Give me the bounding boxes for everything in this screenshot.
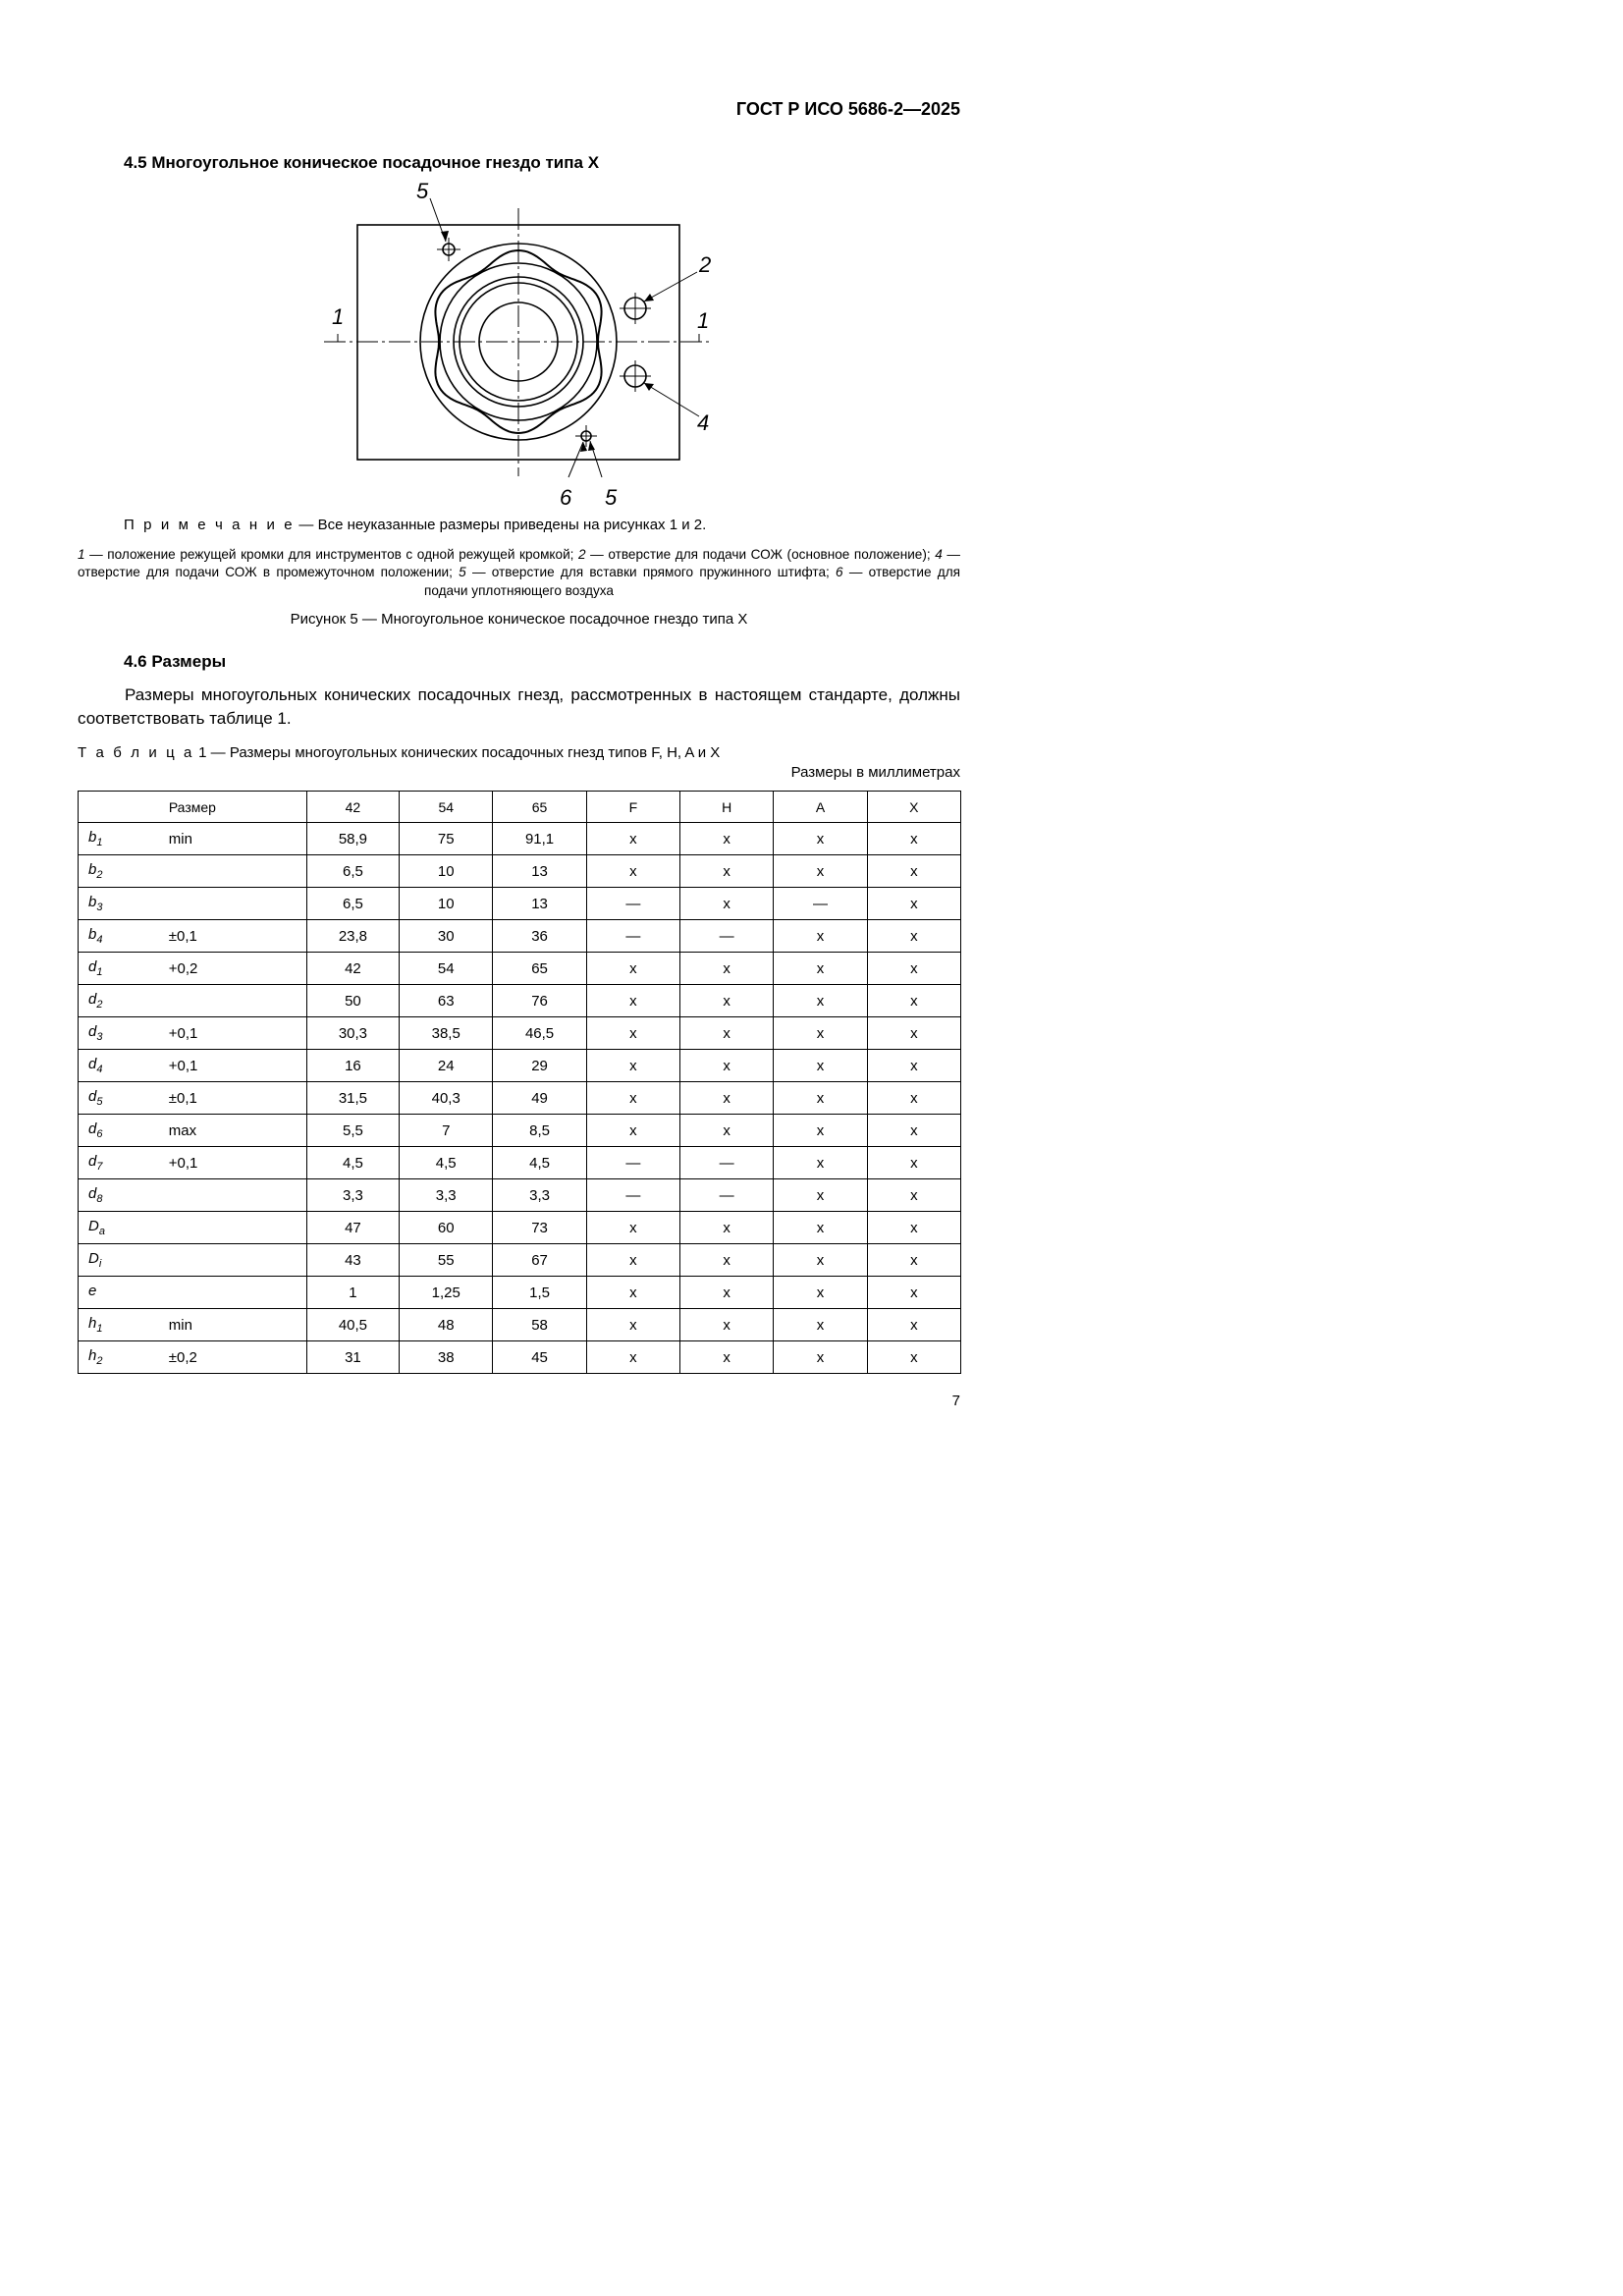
dimension-tolerance: max bbox=[157, 1115, 307, 1147]
table-cell: — bbox=[774, 888, 867, 920]
table-cell: 6,5 bbox=[306, 888, 399, 920]
table-cell: 63 bbox=[400, 985, 493, 1017]
dimension-tolerance: +0,1 bbox=[157, 1050, 307, 1082]
dimension-tolerance bbox=[157, 1212, 307, 1244]
label-5-top: 5 bbox=[416, 179, 429, 203]
dimension-symbol bbox=[79, 1017, 157, 1050]
table-cell: x bbox=[774, 855, 867, 888]
symbol-letter: d bbox=[88, 991, 97, 1008]
table-cell: 4,5 bbox=[400, 1147, 493, 1179]
table-cell: x bbox=[774, 1082, 867, 1115]
table-cell: — bbox=[680, 1147, 774, 1179]
symbol-subscript: 2 bbox=[96, 869, 103, 881]
legend-number: 1 bbox=[78, 547, 85, 562]
table-cell: x bbox=[774, 1244, 867, 1277]
table-cell: x bbox=[867, 920, 960, 953]
header-type-f: F bbox=[586, 792, 679, 823]
header-type-a: A bbox=[774, 792, 867, 823]
dimension-symbol bbox=[79, 1277, 157, 1309]
table-row bbox=[79, 888, 961, 920]
legend-text: — отверстие для вставки прямого пружинного штифта; bbox=[465, 565, 837, 580]
dimension-tolerance: min bbox=[157, 823, 307, 855]
table-cell: x bbox=[586, 985, 679, 1017]
header-type-h: H bbox=[680, 792, 774, 823]
dimension-tolerance: +0,2 bbox=[157, 953, 307, 985]
page-number: 7 bbox=[951, 1393, 960, 1409]
table-cell: 10 bbox=[400, 888, 493, 920]
dimension-symbol bbox=[79, 953, 157, 985]
dimension-symbol bbox=[79, 1082, 157, 1115]
symbol-subscript: 8 bbox=[96, 1193, 103, 1205]
table-row bbox=[79, 1050, 961, 1082]
table-row bbox=[79, 1277, 961, 1309]
table-cell: x bbox=[867, 1309, 960, 1341]
table-row bbox=[79, 953, 961, 985]
table-cell: 40,3 bbox=[400, 1082, 493, 1115]
table-cell: x bbox=[867, 985, 960, 1017]
label-5-bottom: 5 bbox=[605, 485, 618, 510]
dimension-symbol bbox=[79, 888, 157, 920]
table-cell: 1,5 bbox=[493, 1277, 586, 1309]
header-size: Размер bbox=[79, 792, 307, 823]
dimension-tolerance bbox=[157, 1179, 307, 1212]
table-caption-prefix: Т а б л и ц а bbox=[78, 744, 194, 761]
symbol-subscript: i bbox=[98, 1258, 102, 1270]
table-cell: x bbox=[680, 1050, 774, 1082]
table-cell: x bbox=[680, 1341, 774, 1374]
dimensions-table bbox=[78, 791, 961, 1374]
table-cell: 5,5 bbox=[306, 1115, 399, 1147]
label-2: 2 bbox=[699, 252, 712, 277]
dimension-tolerance: +0,1 bbox=[157, 1017, 307, 1050]
dimension-symbol bbox=[79, 1341, 157, 1374]
table-cell: x bbox=[867, 1244, 960, 1277]
table-cell: 42 bbox=[306, 953, 399, 985]
table-cell: x bbox=[680, 823, 774, 855]
legend-number: 2 bbox=[578, 547, 586, 562]
table-cell: x bbox=[586, 1212, 679, 1244]
header-65: 65 bbox=[493, 792, 586, 823]
table-cell: 48 bbox=[400, 1309, 493, 1341]
figure-caption: Рисунок 5 — Многоугольное коническое посадочное гнездо типа X bbox=[290, 611, 748, 628]
table-row bbox=[79, 1082, 961, 1115]
table-cell: x bbox=[774, 1341, 867, 1374]
symbol-letter: d bbox=[88, 1121, 97, 1137]
legend-text: — отверстие для подачи уплотняющего воздуха bbox=[424, 565, 960, 598]
dimension-tolerance: ±0,1 bbox=[157, 920, 307, 953]
table-cell: 43 bbox=[306, 1244, 399, 1277]
symbol-letter: d bbox=[88, 1023, 97, 1040]
symbol-letter: b bbox=[88, 861, 97, 878]
table-cell: x bbox=[586, 1277, 679, 1309]
symbol-subscript: 1 bbox=[96, 837, 103, 848]
table-cell: x bbox=[867, 1017, 960, 1050]
table-cell: 45 bbox=[493, 1341, 586, 1374]
symbol-subscript: 3 bbox=[96, 902, 103, 913]
symbol-subscript: 6 bbox=[96, 1128, 103, 1140]
document-code: ГОСТ Р ИСО 5686-2—2025 bbox=[735, 99, 960, 119]
table-cell: 58,9 bbox=[306, 823, 399, 855]
dimension-symbol bbox=[79, 985, 157, 1017]
table-cell: 58 bbox=[493, 1309, 586, 1341]
table-cell: x bbox=[867, 1179, 960, 1212]
symbol-subscript: 2 bbox=[96, 999, 103, 1011]
legend-text: — отверстие для подачи СОЖ в промежуточном положении; bbox=[78, 547, 960, 580]
header-42: 42 bbox=[306, 792, 399, 823]
dimension-tolerance: min bbox=[157, 1309, 307, 1341]
label-1-right: 1 bbox=[697, 308, 710, 333]
table-cell: x bbox=[774, 953, 867, 985]
table-cell: 73 bbox=[493, 1212, 586, 1244]
table-header-row bbox=[79, 792, 961, 823]
dimension-symbol bbox=[79, 1179, 157, 1212]
table-row bbox=[79, 1147, 961, 1179]
dimension-symbol bbox=[79, 855, 157, 888]
dimension-symbol bbox=[79, 823, 157, 855]
table-cell: x bbox=[586, 1244, 679, 1277]
table-row bbox=[79, 985, 961, 1017]
symbol-subscript: 2 bbox=[96, 1355, 103, 1367]
table-cell: — bbox=[586, 920, 679, 953]
table-cell: x bbox=[586, 953, 679, 985]
table-cell: x bbox=[680, 1309, 774, 1341]
table-cell: 47 bbox=[306, 1212, 399, 1244]
symbol-letter: e bbox=[88, 1283, 97, 1299]
table-cell: x bbox=[774, 1017, 867, 1050]
table-cell: x bbox=[774, 920, 867, 953]
header-type-x: X bbox=[867, 792, 960, 823]
table-cell: — bbox=[586, 1179, 679, 1212]
table-cell: 4,5 bbox=[493, 1147, 586, 1179]
table-cell: x bbox=[867, 1212, 960, 1244]
table-cell: x bbox=[867, 823, 960, 855]
table-cell: 31,5 bbox=[306, 1082, 399, 1115]
table-cell: x bbox=[867, 855, 960, 888]
table-cell: x bbox=[867, 953, 960, 985]
symbol-subscript: 1 bbox=[96, 1323, 103, 1335]
table-cell: 30,3 bbox=[306, 1017, 399, 1050]
label-4: 4 bbox=[697, 410, 710, 435]
table-cell: 65 bbox=[493, 953, 586, 985]
symbol-subscript: 4 bbox=[96, 1064, 103, 1075]
section-4-6-title: 4.6 Размеры bbox=[124, 652, 227, 671]
dimension-tolerance: ±0,1 bbox=[157, 1082, 307, 1115]
dimension-tolerance bbox=[157, 1277, 307, 1309]
table-cell: 60 bbox=[400, 1212, 493, 1244]
legend-number: 5 bbox=[459, 565, 466, 580]
table-cell: x bbox=[774, 985, 867, 1017]
table-cell: x bbox=[867, 888, 960, 920]
table-cell: x bbox=[774, 823, 867, 855]
table-cell: 3,3 bbox=[400, 1179, 493, 1212]
table-cell: x bbox=[586, 823, 679, 855]
table-cell: 23,8 bbox=[306, 920, 399, 953]
symbol-letter: b bbox=[88, 829, 97, 846]
table-cell: x bbox=[774, 1115, 867, 1147]
table-row bbox=[79, 823, 961, 855]
table-cell: 13 bbox=[493, 855, 586, 888]
table-cell: 3,3 bbox=[493, 1179, 586, 1212]
table-cell: x bbox=[680, 1115, 774, 1147]
table-cell: x bbox=[680, 1212, 774, 1244]
table-cell: 76 bbox=[493, 985, 586, 1017]
table-cell: 29 bbox=[493, 1050, 586, 1082]
table-cell: 38 bbox=[400, 1341, 493, 1374]
table-cell: x bbox=[867, 1050, 960, 1082]
dimension-tolerance: +0,1 bbox=[157, 1147, 307, 1179]
symbol-subscript: 4 bbox=[96, 934, 103, 946]
table-cell: 8,5 bbox=[493, 1115, 586, 1147]
legend-text: — положение режущей кромки для инструментов с одной режущей кромкой; bbox=[84, 547, 579, 562]
symbol-letter: D bbox=[88, 1218, 99, 1234]
symbol-subscript: 3 bbox=[96, 1031, 103, 1043]
table-cell: x bbox=[680, 1082, 774, 1115]
table-cell: 40,5 bbox=[306, 1309, 399, 1341]
dimension-tolerance: ±0,2 bbox=[157, 1341, 307, 1374]
figure-legend bbox=[78, 546, 960, 600]
dimension-tolerance bbox=[157, 888, 307, 920]
table-row bbox=[79, 1179, 961, 1212]
table-cell: x bbox=[680, 953, 774, 985]
table-caption bbox=[78, 744, 720, 761]
table-cell: 31 bbox=[306, 1341, 399, 1374]
table-row bbox=[79, 1017, 961, 1050]
table-cell: x bbox=[680, 985, 774, 1017]
table-row bbox=[79, 855, 961, 888]
table-cell: x bbox=[774, 1179, 867, 1212]
table-cell: 10 bbox=[400, 855, 493, 888]
symbol-letter: d bbox=[88, 1088, 97, 1105]
table-row bbox=[79, 1244, 961, 1277]
table-cell: 1 bbox=[306, 1277, 399, 1309]
table-cell: x bbox=[680, 1244, 774, 1277]
table-cell: 49 bbox=[493, 1082, 586, 1115]
symbol-letter: b bbox=[88, 894, 97, 910]
table-cell: 30 bbox=[400, 920, 493, 953]
dimension-tolerance bbox=[157, 855, 307, 888]
table-row bbox=[79, 1115, 961, 1147]
table-cell: 3,3 bbox=[306, 1179, 399, 1212]
dimension-symbol bbox=[79, 1244, 157, 1277]
table-cell: 36 bbox=[493, 920, 586, 953]
symbol-letter: h bbox=[88, 1347, 97, 1364]
dimension-symbol bbox=[79, 1212, 157, 1244]
legend-number: 4 bbox=[935, 547, 943, 562]
table-cell: x bbox=[586, 855, 679, 888]
note-text: — Все неуказанные размеры приведены на рисунках 1 и 2. bbox=[295, 517, 707, 533]
table-cell: x bbox=[586, 1115, 679, 1147]
symbol-letter: d bbox=[88, 958, 97, 975]
socket-drawing-figure bbox=[314, 177, 727, 516]
symbol-subscript: 5 bbox=[96, 1096, 103, 1108]
symbol-letter: D bbox=[88, 1250, 99, 1267]
table-cell: 4,5 bbox=[306, 1147, 399, 1179]
table-cell: 38,5 bbox=[400, 1017, 493, 1050]
table-cell: 67 bbox=[493, 1244, 586, 1277]
dimension-symbol bbox=[79, 1309, 157, 1341]
table-cell: x bbox=[586, 1017, 679, 1050]
legend-number: 6 bbox=[836, 565, 843, 580]
dimension-tolerance bbox=[157, 985, 307, 1017]
symbol-letter: d bbox=[88, 1153, 97, 1170]
table-cell: 1,25 bbox=[400, 1277, 493, 1309]
symbol-subscript: 7 bbox=[96, 1161, 103, 1173]
figure-note bbox=[124, 517, 706, 533]
table-cell: x bbox=[680, 1017, 774, 1050]
table-row bbox=[79, 1309, 961, 1341]
section-4-5-title: 4.5 Многоугольное коническое посадочное гнездо типа X bbox=[124, 153, 600, 172]
table-cell: 46,5 bbox=[493, 1017, 586, 1050]
symbol-letter: d bbox=[88, 1185, 97, 1202]
table-cell: — bbox=[680, 920, 774, 953]
table-row bbox=[79, 1341, 961, 1374]
dimension-symbol bbox=[79, 1115, 157, 1147]
table-cell: 16 bbox=[306, 1050, 399, 1082]
table-cell: 91,1 bbox=[493, 823, 586, 855]
table-row bbox=[79, 1212, 961, 1244]
table-cell: x bbox=[774, 1277, 867, 1309]
dimension-symbol bbox=[79, 1147, 157, 1179]
table-cell: — bbox=[680, 1179, 774, 1212]
table-cell: 13 bbox=[493, 888, 586, 920]
label-6: 6 bbox=[560, 485, 572, 510]
table-cell: x bbox=[680, 1277, 774, 1309]
table-cell: x bbox=[774, 1309, 867, 1341]
symbol-subscript: 1 bbox=[96, 966, 103, 978]
header-54: 54 bbox=[400, 792, 493, 823]
table-cell: x bbox=[774, 1212, 867, 1244]
table-cell: x bbox=[867, 1277, 960, 1309]
dimension-symbol bbox=[79, 1050, 157, 1082]
table-cell: 75 bbox=[400, 823, 493, 855]
table-cell: — bbox=[586, 888, 679, 920]
table-cell: x bbox=[586, 1082, 679, 1115]
label-1-left: 1 bbox=[332, 304, 345, 329]
table-cell: x bbox=[774, 1050, 867, 1082]
table-cell: x bbox=[586, 1050, 679, 1082]
table-cell: x bbox=[867, 1082, 960, 1115]
table-cell: x bbox=[680, 855, 774, 888]
section-4-6-paragraph: Размеры многоугольных конических посадочных гнезд, рассмотренных в настоящем стандарте, должны соответствовать таблице 1. bbox=[78, 685, 960, 728]
table-cell: 24 bbox=[400, 1050, 493, 1082]
table-cell: 50 bbox=[306, 985, 399, 1017]
table-cell: 7 bbox=[400, 1115, 493, 1147]
table-cell: 55 bbox=[400, 1244, 493, 1277]
table-cell: x bbox=[774, 1147, 867, 1179]
table-cell: 54 bbox=[400, 953, 493, 985]
dimension-symbol bbox=[79, 920, 157, 953]
table-cell: x bbox=[586, 1309, 679, 1341]
table-cell: 6,5 bbox=[306, 855, 399, 888]
symbol-letter: d bbox=[88, 1056, 97, 1072]
table-cell: x bbox=[867, 1147, 960, 1179]
symbol-letter: h bbox=[88, 1315, 97, 1332]
table-cell: x bbox=[680, 888, 774, 920]
table-cell: x bbox=[586, 1341, 679, 1374]
dimension-tolerance bbox=[157, 1244, 307, 1277]
table-cell: x bbox=[867, 1341, 960, 1374]
table-cell: x bbox=[867, 1115, 960, 1147]
legend-text: — отверстие для подачи СОЖ (основное положение); bbox=[585, 547, 936, 562]
note-prefix: П р и м е ч а н и е bbox=[124, 517, 296, 533]
symbol-subscript: a bbox=[98, 1226, 105, 1237]
symbol-letter: b bbox=[88, 926, 97, 943]
table-units: Размеры в миллиметрах bbox=[790, 764, 960, 781]
table-cell: — bbox=[586, 1147, 679, 1179]
table-row bbox=[79, 920, 961, 953]
table-caption-text: 1 — Размеры многоугольных конических посадочных гнезд типов F, H, A и X bbox=[193, 744, 721, 761]
